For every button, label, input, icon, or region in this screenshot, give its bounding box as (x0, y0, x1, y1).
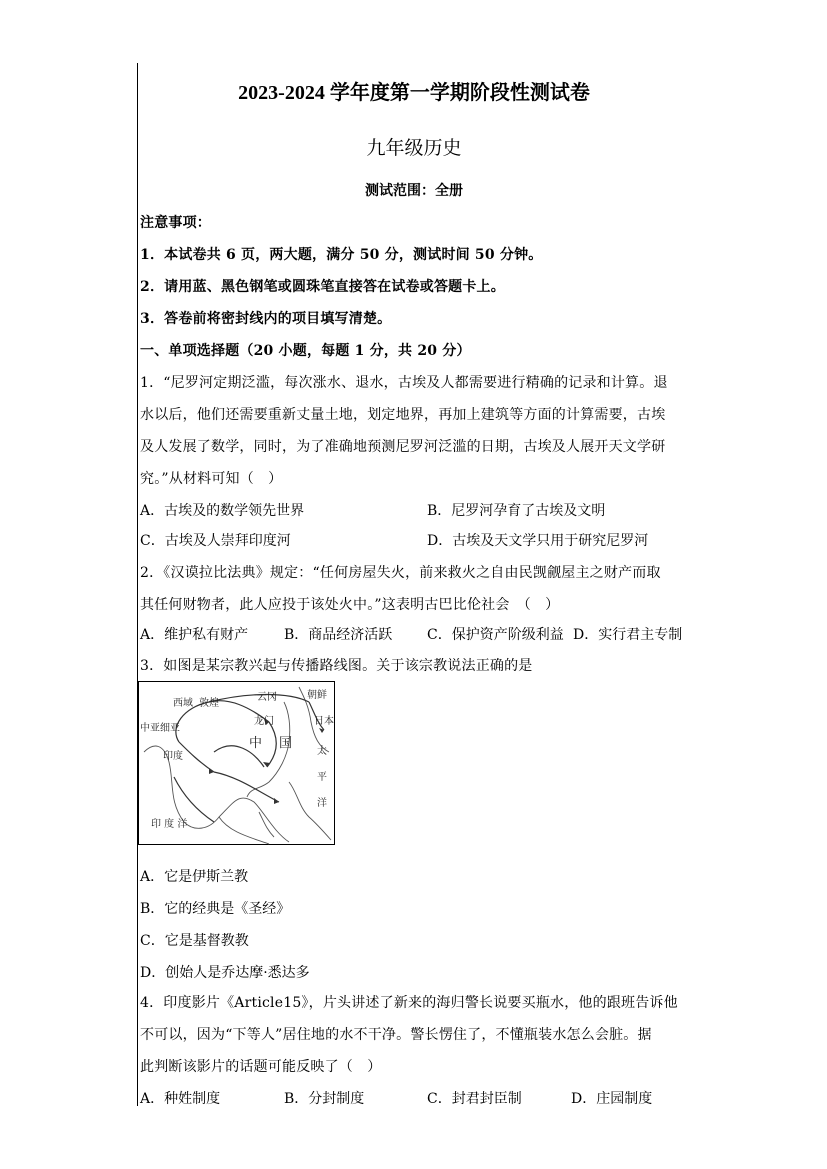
question-3-text: 3．如图是某宗教兴起与传播路线图。关于该宗教说法正确的是 (140, 658, 533, 674)
question-4-option-b: B．分封制度 (284, 1091, 365, 1107)
map-label-zhong: 中 (249, 736, 263, 751)
map-label-japan: 日本 (314, 716, 334, 727)
map-label-xiyu: 西域 (173, 698, 193, 709)
question-4-text: 4．印度影片《Article15》，片头讲述了新来的海归警长说要买瓶水，他的跟班告诉他 (140, 995, 678, 1011)
question-2-option-c: C．保护资产阶级利益 (427, 627, 564, 643)
question-1-text: 究。”从材料可知（ ） (140, 471, 283, 487)
notice-heading: 注意事项： (140, 215, 211, 231)
question-3-option-c: C．它是基督教教 (140, 933, 249, 949)
map-label-yungang: 云冈 (257, 692, 277, 703)
exam-subject: 九年级历史 (366, 138, 462, 159)
map-label-indian-ocean: 印 度 洋 (151, 819, 188, 830)
question-4-text: 此判断该影片的话题可能反映了（ ） (140, 1059, 382, 1075)
question-3-option-a: A．它是伊斯兰教 (140, 869, 249, 885)
map-label-india: 印度 (163, 751, 183, 762)
question-2-text: 2．《汉谟拉比法典》规定：“任何房屋失火，前来救火之自由民觊觎屋主之财产而取 (140, 565, 661, 581)
question-2-option-b: B．商品经济活跃 (284, 627, 393, 643)
exam-scope: 测试范围：全册 (365, 184, 463, 199)
question-1-text: 1．“尼罗河定期泛滥，每次涨水、退水，古埃及人都需要进行精确的记录和计算。退 (140, 375, 668, 391)
map-label-pacific-2: 平 (317, 772, 327, 783)
question-4-text: 不可以，因为“下等人”居住地的水不干净。警长愣住了，不懂瓶装水怎么会脏。据 (140, 1027, 652, 1043)
question-1-text: 及人发展了数学，同时，为了准确地预测尼罗河泛滥的日期，古埃及人展开天文学研 (140, 439, 666, 455)
binding-margin-line (137, 63, 138, 1106)
exam-title: 2023-2024 学年度第一学期阶段性测试卷 (238, 82, 590, 104)
question-1-option-d: D．古埃及天文学只用于研究尼罗河 (427, 533, 649, 549)
map-label-pacific-1: 太 (317, 746, 327, 757)
map-label-longmen: 龙门 (254, 716, 274, 727)
question-2-text: 其任何财物者，此人应投于该处火中。”这表明古巴比伦社会 （ ） (140, 597, 560, 613)
question-3-option-d: D．创始人是乔达摩·悉达多 (140, 965, 310, 981)
map-label-korea: 朝鲜 (307, 690, 327, 701)
map-label-dunhuang: 敦煌 (199, 698, 219, 709)
question-2-option-a: A．维护私有财产 (140, 627, 249, 643)
notice-item: 3．答卷前将密封线内的项目填写清楚。 (140, 311, 392, 327)
map-label-pacific-3: 洋 (317, 798, 327, 809)
question-2-option-d: D．实行君主专制 (573, 627, 683, 643)
religion-spread-map (138, 681, 335, 845)
map-label-central-asia: 中亚细亚 (140, 723, 180, 734)
question-3-option-b: B．它的经典是《圣经》 (140, 901, 291, 917)
notice-item: 2．请用蓝、黑色钢笔或圆珠笔直接答在试卷或答题卡上。 (140, 279, 505, 295)
section-heading: 一、单项选择题（20 小题，每题 1 分，共 20 分） (140, 343, 471, 359)
question-4-option-a: A．种姓制度 (140, 1091, 221, 1107)
question-1-option-a: A．古埃及的数学领先世界 (140, 503, 305, 519)
map-label-guo: 国 (279, 736, 293, 751)
question-1-option-c: C．古埃及人崇拜印度河 (140, 533, 291, 549)
question-1-text: 水以后，他们还需要重新丈量土地，划定地界，再加上建筑等方面的计算需要，古埃 (140, 407, 666, 423)
question-4-option-c: C．封君封臣制 (427, 1091, 522, 1107)
question-1-option-b: B．尼罗河孕育了古埃及文明 (427, 503, 606, 519)
notice-item: 1．本试卷共 6 页，两大题，满分 50 分，测试时间 50 分钟。 (140, 247, 543, 263)
question-4-option-d: D．庄园制度 (571, 1091, 653, 1107)
